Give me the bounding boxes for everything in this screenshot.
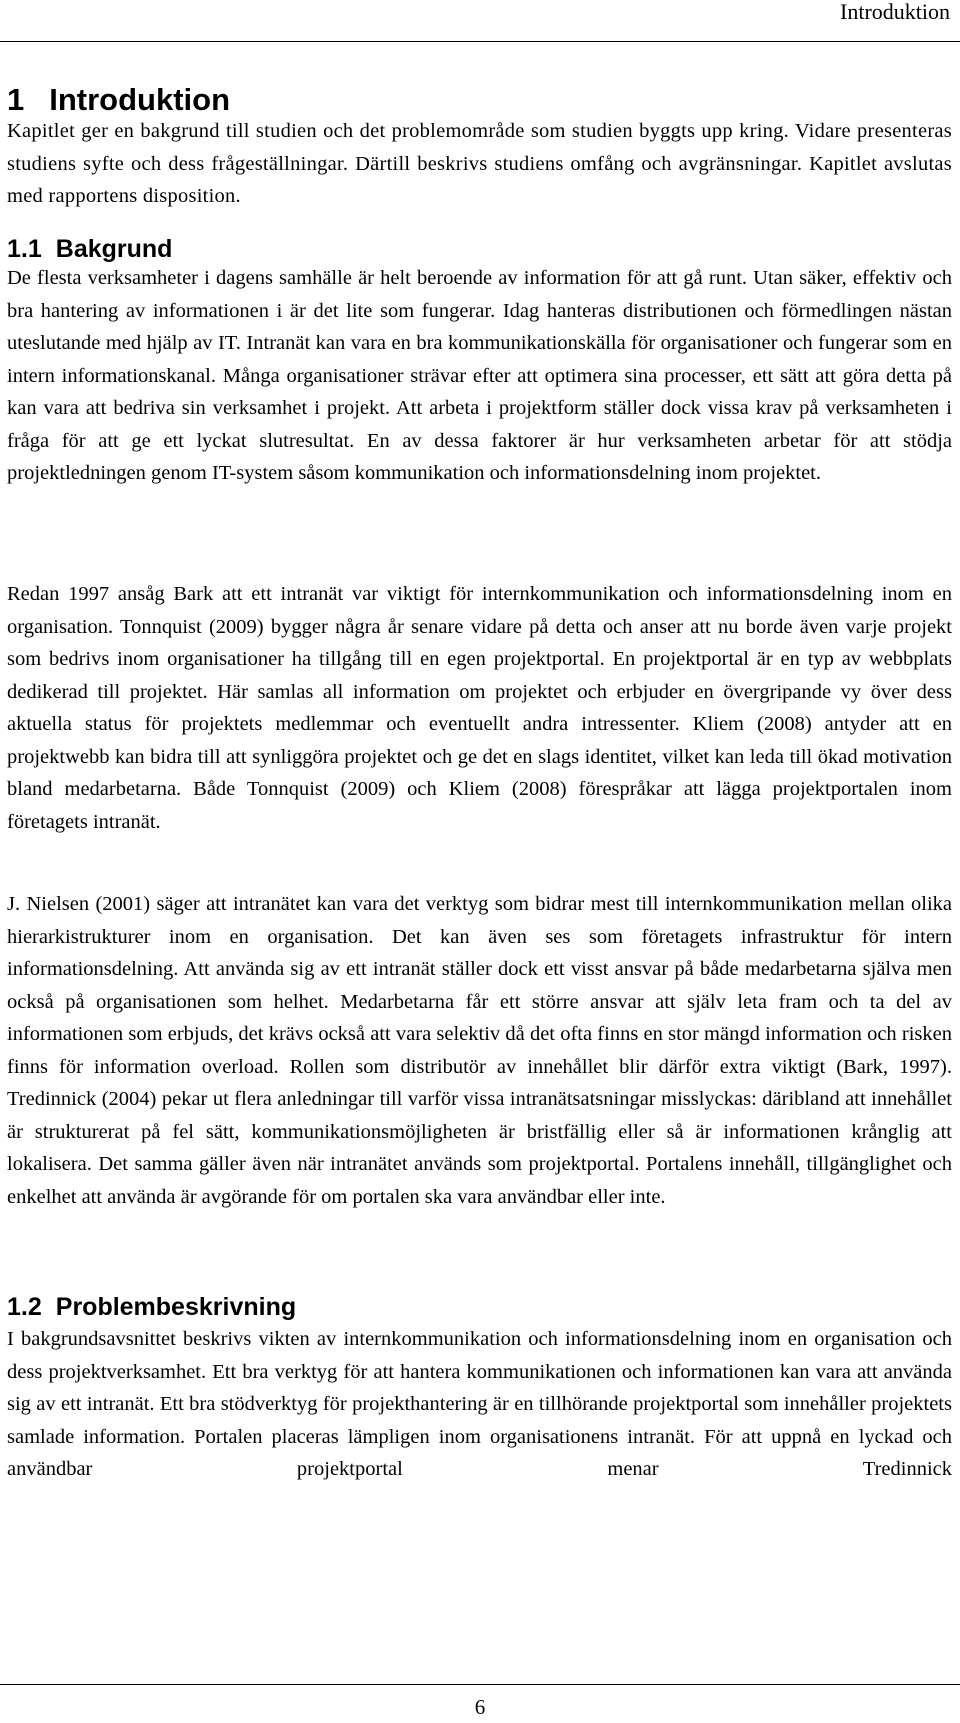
bakgrund-paragraph-1: De flesta verksamheter i dagens samhälle är helt beroende av information för att gå runt. Utan säker, effektiv och bra hantering av informationen i är det lite som fungerar. Idag hanteras distributionen och förmedlingen nästan uteslutande med hjälp av IT. Intranät kan vara en bra kommunikationskälla för organisationer och fungerar som en intern informationskanal. Många organisationer strävar efter att optimera sina processer, ett sätt att göra detta på kan vara att bedriva sin verksamhet i projekt. Att arbeta i projektform ställer dock vissa krav på verksamheten i fråga för att ge ett lyckat slutresultat. En av dessa faktorer är hur verksamheten arbetar för att stödja projektledningen genom IT-system såsom kommunikation och informationsdelning inom projektet. xyxy=(7,267,952,484)
section-heading-problembeskrivning xyxy=(7,1290,296,1324)
section-title: Problembeskrivning xyxy=(55,1293,297,1321)
section-heading-bakgrund xyxy=(7,232,172,266)
section-title: Bakgrund xyxy=(55,235,173,263)
chapter-number: 1 xyxy=(7,82,25,117)
section-number: 1.1 xyxy=(7,235,42,263)
chapter-heading xyxy=(7,80,230,120)
chapter-intro-paragraph: Kapitlet ger en bakgrund till studien och det problemområde som studien byggts upp kring. Vidare presenteras studiens syfte och dess frågeställningar. Därtill beskrivs studiens omfång och avgränsningar. Kapitlet avslutas med rapportens disposition. xyxy=(7,120,952,207)
footer-rule xyxy=(0,1684,960,1685)
problembeskrivning-paragraph-1: I bakgrundsavsnittet beskrivs vikten av internkommunikation och informationsdelning inom en organisation och dess projektverksamhet. Ett bra verktyg för att hantera kommunikationen och informationen kan vara att använda sig av ett intranät. Ett bra stödverktyg för projekthantering är en tillhörande projektportal som innehåller projektets samlade information. Portalen placeras lämpligen inom organisationens intranät. För att uppnå en lyckad och användbar projektportal menar Tredinnick xyxy=(7,1328,952,1480)
section-number: 1.2 xyxy=(7,1293,42,1321)
running-header: Introduktion xyxy=(840,0,950,24)
bakgrund-paragraph-2: Redan 1997 ansåg Bark att ett intranät var viktigt för internkommunikation och informationsdelning inom en organisation. Tonnquist (2009) bygger några år senare vidare på detta och anser att nu borde även varje projekt som bedrivs inom organisationer ha tillgång till en egen projektportal. En projektportal är en typ av webbplats dedikerad till projektet. Här samlas all information om projektet och erbjuder en övergripande vy över dess aktuella status för projektets medlemmar och eventuellt andra intressenter. Kliem (2008) antyder att en projektwebb kan bidra till att synliggöra projektet och ge det en slags identitet, vilket kan leda till ökad motivation bland medarbetarna. Både Tonnquist (2009) och Kliem (2008) förespråkar att lägga projektportalen inom företagets intranät. xyxy=(7,583,952,833)
chapter-title: Introduktion xyxy=(49,82,231,117)
header-rule xyxy=(0,41,960,42)
page-number: 6 xyxy=(474,1695,486,1719)
bakgrund-paragraph-3: J. Nielsen (2001) säger att intranätet kan vara det verktyg som bidrar mest till internkommunikation mellan olika hierarkistrukturer inom en organisation. Det kan även ses som företagets infrastruktur för intern informationsdelning. Att använda sig av ett intranät ställer dock ett visst ansvar på både medarbetarna själva men också på organisationen som helhet. Medarbetarna får ett större ansvar att själv leta fram och ta del av informationen som erbjuds, det krävs också att vara selektiv då det ofta finns en stor mängd information och risken finns för information overload. Rollen som distributör av innehållet blir därför extra viktigt (Bark, 1997). Tredinnick (2004) pekar ut flera anledningar till varför vissa intranätsatsningar misslyckas: däribland att innehållet är strukturerat på fel sätt, kommunikationsmöjligheten är bristfällig eller så är informationen krånglig att lokalisera. Det samma gäller även när intranätet används som projektportal. Portalens innehåll, tillgänglighet och enkelhet att använda är avgörande för om portalen ska vara användbar eller inte. xyxy=(7,893,952,1208)
